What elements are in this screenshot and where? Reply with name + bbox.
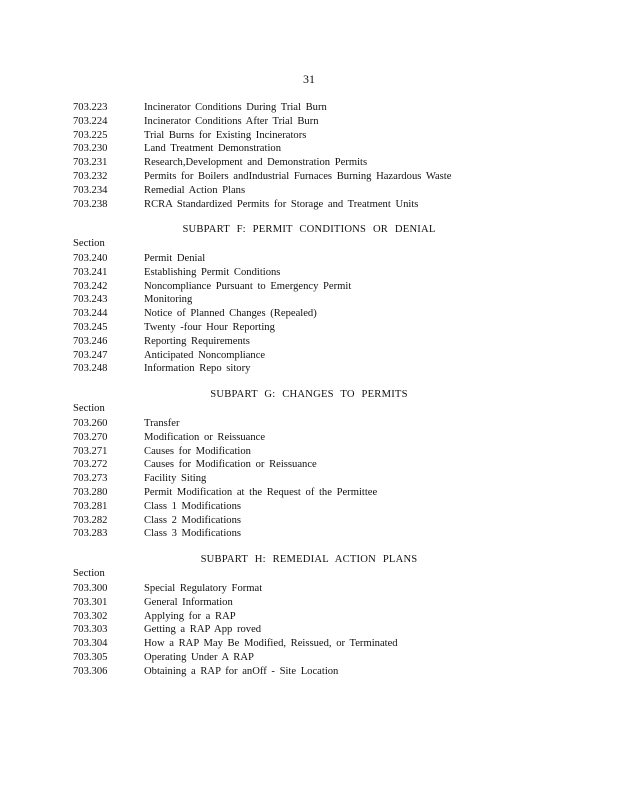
section-number: 703.243 [73,294,108,306]
section-number: 703.241 [73,266,108,278]
section-title: Incinerator Conditions After Trial Burn [144,115,319,127]
section-title: Causes for Modification [144,445,251,457]
section-number: 703.240 [73,253,108,264]
section-label: Section [73,403,105,414]
list-item [73,142,553,156]
subpart-g-heading: SUBPART G: CHANGES TO PERMITS [210,389,408,400]
section-title: Reporting Requirements [144,335,250,347]
section-number: 703.270 [73,431,108,443]
section-number: 703.305 [73,651,108,663]
section-title: Research,Development and Demonstration Permits [144,157,368,169]
section-number: 703.230 [73,143,108,155]
list-item [73,445,553,459]
subpart-h-heading: SUBPART H: REMEDIAL ACTION PLANS [200,554,418,565]
section-title: Permit Denial [144,253,206,264]
section-title: Notice of Planned Changes (Repealed) [144,308,317,320]
section-number: 703.238 [73,198,108,210]
section-title: Remedial Action Plans [144,184,246,196]
list-item [73,335,553,349]
section-number: 703.244 [73,308,108,320]
list-item [73,458,553,472]
section-number: 703.232 [73,170,108,182]
list-item [73,280,553,294]
section-title: Incinerator Conditions During Trial Burn [144,102,327,113]
subpart-g-list [73,417,553,541]
list-item [73,472,553,486]
list-item [73,184,553,198]
section-title: Twenty -four Hour Reporting [144,321,275,333]
section-title: Noncompliance Pursuant to Emergency Permit [144,280,352,292]
list-item [73,417,553,431]
section-number: 703.280 [73,486,108,498]
section-number: 703.271 [73,445,108,457]
section-title: Obtaining a RAP for anOff - Site Location [144,665,339,677]
section-number: 703.224 [73,115,108,127]
section-title: Operating Under A RAP [144,651,254,663]
section-number: 703.260 [73,418,108,429]
section-title: Land Treatment Demonstration [144,143,281,155]
section-number: 703.225 [73,129,108,141]
list-item [73,527,553,541]
section-number: 703.304 [73,638,108,650]
section-title: Establishing Permit Conditions [144,266,281,278]
section-number: 703.282 [73,514,108,526]
section-number: 703.246 [73,335,108,347]
list-item [73,665,553,679]
section-number: 703.301 [73,596,108,608]
list-item [73,252,553,266]
list-item [73,129,553,143]
section-label: Section [73,238,105,249]
list-item [73,596,553,610]
section-title: Causes for Modification or Reissuance [144,459,317,471]
section-title: Facility Siting [144,473,207,485]
section-title: Getting a RAP App roved [144,624,262,636]
list-item [73,101,553,115]
section-title: Anticipated Noncompliance [144,349,266,361]
section-label: Section [73,568,105,579]
section-number: 703.242 [73,280,108,292]
section-title: Class 1 Modifications [144,500,241,512]
section-list-continued [73,101,553,211]
section-title: Applying for a RAP [144,610,236,622]
section-title: Special Regulatory Format [144,583,263,594]
section-number: 703.281 [73,500,108,512]
section-title: Class 2 Modifications [144,514,241,526]
list-item [73,514,553,528]
list-item [73,362,553,376]
section-number: 703.248 [73,363,108,375]
section-number: 703.300 [73,583,108,594]
section-title: Information Repo sitory [144,363,251,375]
section-number: 703.272 [73,459,108,471]
section-title: Monitoring [144,294,193,306]
list-item [73,156,553,170]
section-number: 703.234 [73,184,108,196]
section-title: Class 3 Modifications [144,528,241,540]
section-number: 703.247 [73,349,108,361]
list-item [73,486,553,500]
section-title: RCRA Standardized Permits for Storage and Treatment Units [144,198,419,210]
subpart-h-list [73,582,553,679]
section-title: General Information [144,596,233,608]
section-number: 703.273 [73,473,108,485]
list-item [73,266,553,280]
section-number: 703.306 [73,665,108,677]
list-item [73,115,553,129]
list-item [73,198,553,212]
subpart-f-list [73,252,553,376]
section-title: Permits for Boilers andIndustrial Furnaces Burning Hazardous Waste [144,170,452,182]
list-item [73,293,553,307]
subpart-f-heading: SUBPART F: PERMIT CONDITIONS OR DENIAL [182,224,436,235]
section-number: 703.302 [73,610,108,622]
list-item [73,170,553,184]
section-number: 703.223 [73,102,108,113]
list-item [73,623,553,637]
list-item [73,500,553,514]
list-item [73,637,553,651]
section-title: How a RAP May Be Modified, Reissued, or Terminated [144,638,398,650]
section-number: 703.283 [73,528,108,540]
section-title: Trial Burns for Existing Incinerators [144,129,307,141]
section-title: Modification or Reissuance [144,431,266,443]
list-item [73,651,553,665]
list-item [73,582,553,596]
section-title: Transfer [144,418,180,429]
list-item [73,307,553,321]
section-number: 703.231 [73,157,108,169]
list-item [73,321,553,335]
page-number: 31 [303,72,315,86]
list-item [73,431,553,445]
section-title: Permit Modification at the Request of the Permittee [144,486,378,498]
list-item [73,610,553,624]
section-number: 703.245 [73,321,108,333]
list-item [73,349,553,363]
section-number: 703.303 [73,624,108,636]
